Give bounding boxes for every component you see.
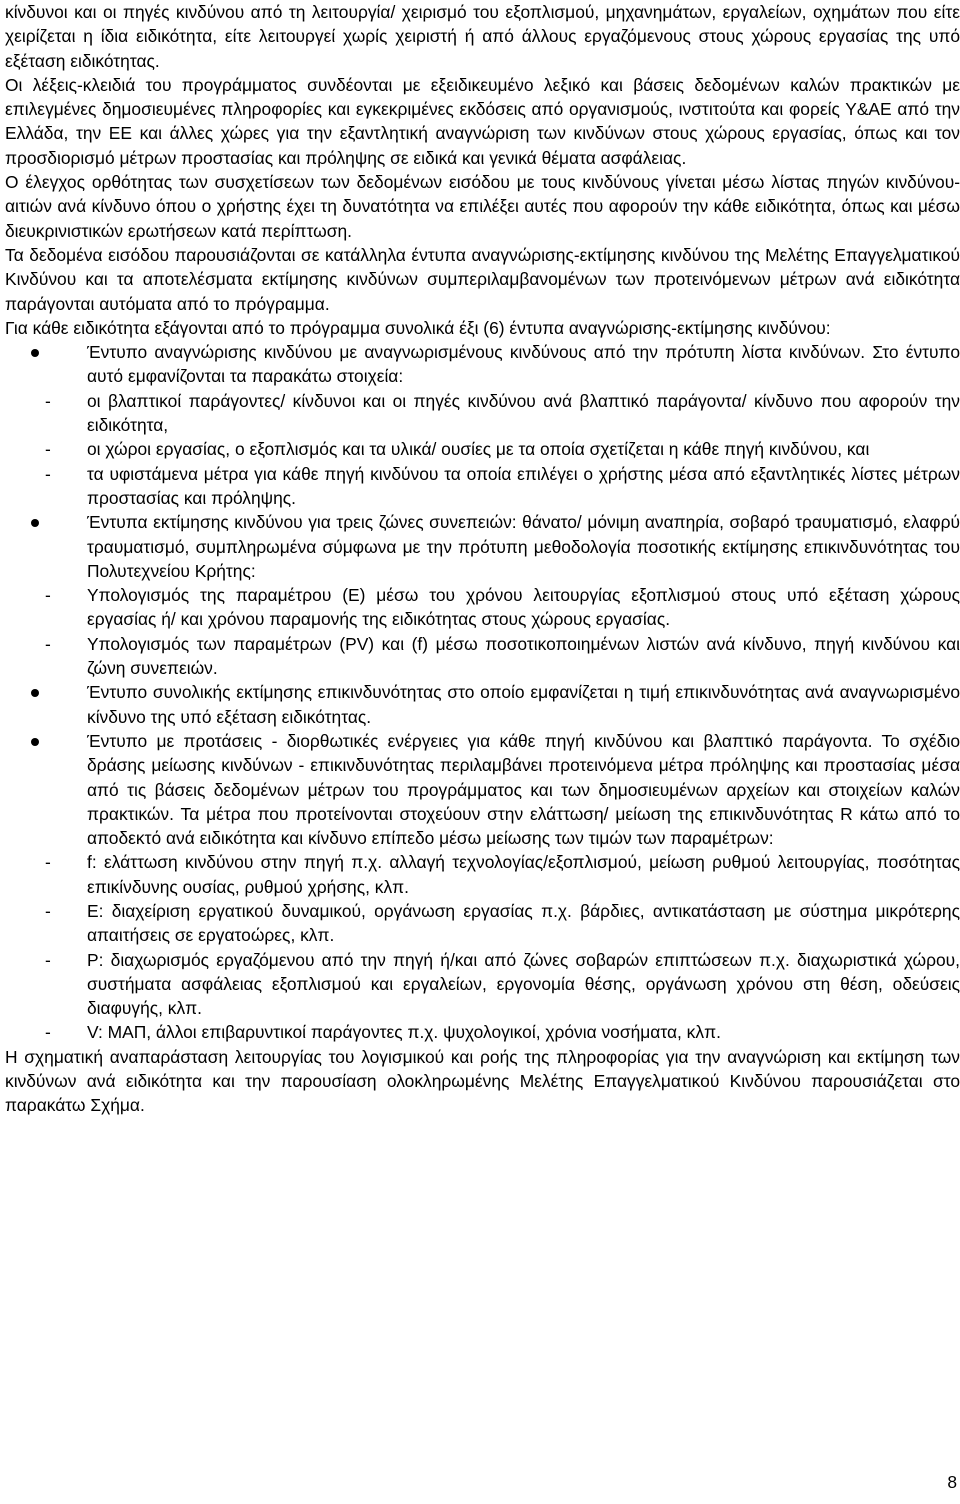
bullet-icon xyxy=(31,689,39,697)
sub-list-item-text: Υπολογισμός της παραμέτρου (Ε) μέσω του χρόνου λειτουργίας εξοπλισμού στους υπό εξέταση χώρους εργασίας ή/ και χρόνου παραμονής της ειδικότητας στους χώρους εργασίας. xyxy=(87,585,960,630)
sub-list-item xyxy=(45,389,960,438)
sub-list xyxy=(45,583,960,680)
list-item-text: Έντυπο με προτάσεις - διορθωτικές ενέργειες για κάθε πηγή κινδύνου και βλαπτικό παράγοντα. Το σχέδιο δράσης μείωσης κινδύνων - επικινδυνότητας περιλαμβάνει προτεινόμενα μέτρα πρόληψης και προστασίας μέσα από τις βάσεις δεδομένων μέτρων του προγράμματος και των δημοσιευμένων αρχείων και στοιχείων καλών πρακτικών. Τα μέτρα που προτείνονται στοχεύουν στην ελάττωση/ μείωση της επικινδυνότητας R κάτω από το αποδεκτό ανά ειδικότητα και κίνδυνο επίπεδο μέσω μείωσης των τιμών των παραμέτρων: xyxy=(87,730,960,849)
sub-list-item-text: οι βλαπτικοί παράγοντες/ κίνδυνοι και οι πηγές κινδύνου ανά βλαπτικό παράγοντα/ κίνδυνο που αφορούν την ειδικότητα, xyxy=(87,390,960,436)
sub-list-item xyxy=(45,462,960,511)
paragraph: Τα δεδομένα εισόδου παρουσιάζονται σε κατάλληλα έντυπα αναγνώρισης-εκτίμησης κινδύνου της Μελέτης Επαγγελματικού Κινδύνου και τα αποτελέσματα εκτίμησης κινδύνων συμπεριλαμβανομένων των προτεινόμενων μέτρων ανά ειδικότητα παράγονται αυτόματα από το πρόγραμμα. xyxy=(5,244,960,314)
sub-list-item-text: P: διαχωρισμός εργαζόμενου από την πηγή ή/και από ζώνες σοβαρών επιπτώσεων π.χ. διαχωριστικά χώρου, συστήματα ασφάλειας εξοπλισμού και εργαλείων, εργονομία θέσης, οργάνωση χρόνου στη θέση, οδεύσεις διαφυγής, κλπ. xyxy=(87,949,960,1019)
document-body xyxy=(5,0,960,1118)
sub-list-item-text: Ε: διαχείριση εργατικού δυναμικού, οργάνωση εργασίας π.χ. βάρδιες, αντικατάσταση με σύστημα μικρότερης απαιτήσεις σε εργατοώρες, κλπ. xyxy=(87,900,960,946)
page-number: 8 xyxy=(947,1472,957,1492)
dash-marker: - xyxy=(45,439,51,460)
bullet-icon xyxy=(31,349,39,357)
paragraph: Η σχηματική αναπαράσταση λειτουργίας του λογισμικού και ροής της πληροφορίας για την αναγνώριση και εκτίμηση των κινδύνων ανά ειδικότητα και την παρουσίαση ολοκληρωμένης Μελέτης Επαγγελματικού Κινδύνου παρουσιάζεται στο παρακάτω Σχήμα. xyxy=(5,1046,960,1116)
list-item xyxy=(5,510,960,680)
sub-list xyxy=(45,389,960,510)
sub-list-item xyxy=(45,948,960,1021)
dash-marker: - xyxy=(45,463,51,484)
sub-list-item xyxy=(45,899,960,948)
sub-list-item-text: τα υφιστάμενα μέτρα για κάθε πηγή κινδύνου τα οποία επιλέγει ο χρήστης μέσα από εξαντλητικές λίστες μέτρων προστασίας και πρόληψης. xyxy=(87,463,960,508)
sub-list-item xyxy=(45,583,960,632)
list-item xyxy=(5,729,960,1045)
list-item xyxy=(5,340,960,510)
sub-list-item xyxy=(45,850,960,899)
paragraph: Για κάθε ειδικότητα εξάγονται από το πρόγραμμα συνολικά έξι (6) έντυπα αναγνώρισης-εκτίμησης κινδύνου: xyxy=(5,317,831,338)
dash-marker: - xyxy=(45,633,51,654)
sub-list-item-text: V: ΜΑΠ, άλλοι επιβαρυντικοί παράγοντες π.χ. ψυχολογικοί, χρόνια νοσήματα, κλπ. xyxy=(87,1022,721,1043)
sub-list xyxy=(45,850,960,1044)
bullet-icon xyxy=(31,519,39,527)
dash-marker: - xyxy=(45,852,51,873)
dash-marker: - xyxy=(45,900,51,921)
dash-marker: - xyxy=(45,390,51,411)
list-item xyxy=(5,680,960,729)
sub-list-item xyxy=(45,437,960,461)
sub-list-item-text: Υπολογισμός των παραμέτρων (PV) και (f) μέσω ποσοτικοποιημένων λιστών ανά κίνδυνο, πηγή κινδύνου και ζώνη συνεπειών. xyxy=(87,633,960,679)
sub-list-item-text: f: ελάττωση κινδύνου στην πηγή π.χ. αλλαγή τεχνολογίας/εξοπλισμού, μείωση ρυθμού λειτουργίας, ποσότητας επικίνδυνης ουσίας, ρυθμού χρήσης, κλπ. xyxy=(87,852,960,897)
sub-list-item xyxy=(45,632,960,681)
dash-marker: - xyxy=(45,1022,51,1043)
paragraph: κίνδυνοι και οι πηγές κινδύνου από τη λειτουργία/ χειρισμό του εξοπλισμού, μηχανημάτων, εργαλείων, οχημάτων που είτε χειρίζεται η ίδια ειδικότητα, είτε λειτουργεί χωρίς χειριστή ή από άλλους εργαζόμενους στους χώρους εργασίας της υπό εξέταση ειδικότητας. xyxy=(5,2,960,71)
forms-list xyxy=(5,340,960,1045)
list-item-text: Έντυπο συνολικής εκτίμησης επικινδυνότητας στο οποίο εμφανίζεται η τιμή επικινδυνότητας ανά αναγνωρισμένο κίνδυνο της υπό εξέταση ειδικότητας. xyxy=(87,682,960,727)
list-item-text: Έντυπα εκτίμησης κινδύνου για τρεις ζώνες συνεπειών: θάνατο/ μόνιμη αναπηρία, σοβαρό τραυματισμό, ελαφρύ τραυματισμό, συμπληρωμένα σύμφωνα με την πρότυπη μεθοδολογία ποσοτικής εκτίμησης επικινδυνότητας του Πολυτεχνείου Κρήτης: xyxy=(87,512,960,581)
bullet-icon xyxy=(31,738,39,746)
list-item-text: Έντυπο αναγνώρισης κινδύνου με αναγνωρισμένους κινδύνους από την πρότυπη λίστα κινδύνων. Στο έντυπο αυτό εμφανίζονται τα παρακάτω στοιχεία: xyxy=(87,342,960,387)
dash-marker: - xyxy=(45,949,51,970)
sub-list-item-text: οι χώροι εργασίας, ο εξοπλισμός και τα υλικά/ ουσίες με τα οποία σχετίζεται η κάθε πηγή κινδύνου, και xyxy=(87,439,870,460)
paragraph: Ο έλεγχος ορθότητας των συσχετίσεων των δεδομένων εισόδου με τους κινδύνους γίνεται μέσω λίστας πηγών κινδύνου-αιτιών ανά κίνδυνο όπου ο χρήστης έχει τη δυνατότητα να επιλέξει αυτές που αφορούν την κάθε ειδικότητα, όπως και μέσω διευκρινιστικών ερωτήσεων κατά περίπτωση. xyxy=(5,172,960,241)
sub-list-item xyxy=(45,1020,960,1044)
dash-marker: - xyxy=(45,585,51,606)
paragraph: Οι λέξεις-κλειδιά του προγράμματος συνδέονται με εξειδικευμένο λεξικό και βάσεις δεδομένων καλών πρακτικών με επιλεγμένες δημοσιευμένες πληροφορίες και εγκεκριμένες εκδόσεις από οργανισμούς, ινστιτούτα και φορείς Υ&ΑΕ από την Ελλάδα, την ΕΕ και άλλες χώρες για την εξαντλητική αναγνώριση των κινδύνων στους χώρους εργασίας, όπως και τον προσδιορισμό μέτρων προστασίας και πρόληψης σε ειδικά και γενικά θέματα ασφάλειας. xyxy=(5,74,960,168)
